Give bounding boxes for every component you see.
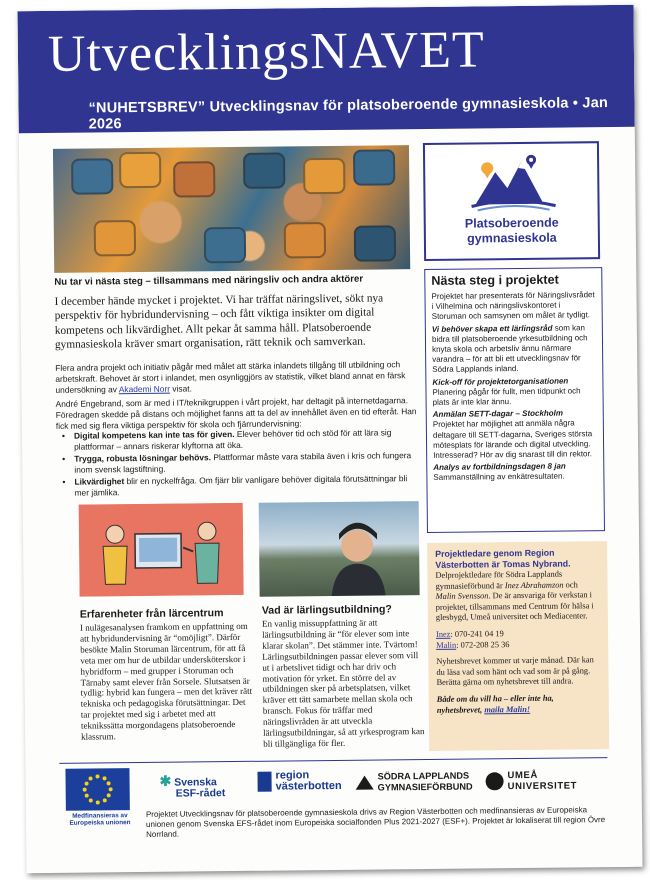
mail-malin-link[interactable]: maila Malin!: [484, 704, 531, 714]
esf-star-icon: ✱: [159, 772, 172, 789]
akademi-norr-link[interactable]: Akademi Norr: [118, 383, 171, 395]
apprentice-photo: [259, 501, 420, 597]
article-kicker: Nu tar vi nästa steg – tillsammans med näringsliv och andra aktörer: [54, 273, 364, 288]
list-item: • Digital kompetens kan inte tas för given. Elever behöver tid och stöd för att lära sig plattformar – annars riskerar klyftorna att öka.: [62, 427, 418, 453]
next-steps-box: Nästa steg i projektet Projektet har presenterats för Näringslivsrådet i Vilhelmina och näringslivskontoret i Storuman och samsynen om målet är tydligt. Vi behöver skapa ett lärlingsråd som kan bidra till platsoberoende yrkesutbildning och knyta skola och arbetsliv ännu närmare varandra – för att bli ett utvecklingsnav för Södra Lapplands inland. Kick-off för projektetorganisationen Planering pågår för fullt, men tidpunkt och plats är inte klar ännu. Anmälan SETT-dagar – Stockholm Projektet har möjlighet att anmäla några deltagare till SETT-dagarna, Sveriges största mötesplats för lärande och digital utveckling. Intresserad? Hör av dig snarast till din rektor. Analys av fortbildningsdagen 8 jan Sammanställning av enkätresultaten.: [424, 267, 605, 533]
list-item: • Trygga, robusta lösningar behövs. Plattformar måste vara stabila även i kris och fungera inom svensk lagstiftning.: [62, 450, 418, 476]
footer-divider: [59, 757, 607, 764]
eu-caption: Medfinansieras av Europeiska unionen: [69, 812, 131, 828]
inez-link[interactable]: Inez: [436, 629, 451, 639]
region-vasterbotten-logo: region västerbotten: [257, 770, 341, 793]
left-story-heading: Erfarenheter från lärcentrum: [79, 607, 224, 621]
article-paragraph-2: André Engebrand, som är med i IT/teknikgruppen i vårt projekt, har deltagit på internetdagarna. Föredragen skedde på distans och möjlighet fanns att ta del av innehållet även en tid efteråt. Han fick med sig flera viktiga perspektiv för skola och fjärrundervisning:: [55, 395, 417, 431]
eu-flag-logo: [65, 768, 129, 811]
sodra-lapplands-logo: SÖDRA LAPPLANDS GYMNASIEFÖRBUND: [355, 771, 472, 794]
mid-story-text: En vanlig missuppfattning är att lärlingsutbildning är “för elever som inte klarar skolan”. Det stämmer inte. Tvärtom! Lärlingsutbildningen passar elever som vill ut i arbetslivet tidigt och har driv och motivation för yrket. En större del av utbildningen sker på arbetsplatsen, vilket kräver ett tätt samarbete mellan skola och bransch. Fokus för träffar med näringslivråden är att utveckla lärlingsutbildningar, så att yrkesprogram kan bli tillgängliga för fler.: [261, 617, 425, 749]
article-lead: I december hände mycket i projektet. Vi har träffat näringslivet, sökt nya perspektiv för hybridundervisning – och fått viktiga insikter om digital kompetens och likvärdighet. Allt pekar åt samma håll. Platsoberoende gymnasieskola kräver smart organisation, rätt teknik och samverkan.: [54, 292, 384, 351]
malin-contact: Malin: 072-208 25 36: [436, 639, 510, 650]
newsletter-page: [18, 5, 643, 873]
logo-line1: Platsoberoende: [464, 215, 559, 231]
contact-box: Projektledare genom Region Västerbotten är Tomas Nybrand. Delprojektledare för Södra Lapplands gymnasieförbund är Inez Abrahamzon och Malin Svensson. De är ansvariga för verkstan i projektet, tillsammans med Centrum för hälsa i glesbygd, Umeå universitet och Mediacenter. Inez: 070-241 04 19 Malin: 072-208 25 36 Nyhetsbrevet kommer ut varje månad. Där kan du läsa vad som hänt och vad som är på gång. Berätta gärna om nyhetsbrevet till andra. Både om du vill ha – eller inte ha, nyhetsbrevet, maila Malin!: [427, 541, 609, 751]
esf-logo: ✱ Svenska ESF-rådet: [159, 772, 226, 800]
insight-list: [62, 427, 419, 499]
newsletter-subtitle: “NUHETSBREV” Utvecklingsnav för platsoberoende gymnasieskola • Jan 2026: [88, 95, 609, 133]
malin-link[interactable]: Malin: [436, 640, 457, 650]
newsletter-title: UtvecklingsNAVET: [47, 21, 486, 83]
video-call-illustration: [79, 503, 244, 597]
article-paragraph-1: Flera andra projekt och initiativ pågår med målet att stärka inlandets tillgång till utbildning och arbetskraft. Behovet är stort i inlandet, men osynliggjörs av statistik, vilket bland annat en färsk undersökning av Akademi Norr visat.: [55, 359, 406, 395]
footer-text: Projektet Utvecklingsnav för platsoberoende gymnasieskola drivs av Region Västerbotten och medfinansieras av Europeiska unionen genom Svenska EFS-rådet inom Europeiska socialfonden Plus 2021-2027 (ESF+). Projektet är lokaliserat till region Övre Norrland.: [145, 805, 606, 839]
puzzle-hands-image: [53, 145, 410, 273]
region-icon: [257, 772, 271, 792]
platsoberoende-logo: [423, 141, 600, 261]
umu-seal-icon: [485, 772, 503, 790]
next-steps-heading: Nästa steg i projektet: [431, 272, 559, 288]
left-story-text: I nulägesanalysen framkom en uppfattning om att hybridundervisning är “omöjligt”. Därför besökte Malin Storuman lärcentrum, för att få veta mer om hur de utbildar undersköterskor i hybridform – med grupper i Storuman och Tärnaby samt elever från Sorsele. Slutsatsen är tydlig: hybrid kan fungera – men det kräver rätt tekniska och pedagogiska förutsättningar. Det tar projektet med sig i arbetet med att teknikssätta morgondagens platsoberoende klassrum.: [79, 620, 253, 742]
masthead: [18, 5, 635, 133]
mid-story-heading: Vad är lärlingsutbildning?: [261, 603, 392, 617]
umea-universitet-logo: UMEÅ UNIVERSITET: [485, 769, 577, 792]
list-item: • Likvärdighet blir en nyckelfråga. Om fjärr blir vanligare behöver digitala förutsättningar bli mer jämlika.: [62, 473, 418, 499]
mountains-location-icon: [425, 143, 602, 215]
project-lead: Projektledare genom Region Västerbotten är Tomas Nybrand.: [435, 547, 571, 570]
logo-line2: gymnasieskola: [467, 230, 557, 246]
mountain-icon: [356, 776, 374, 790]
inez-contact: Inez: 070-241 04 19: [436, 629, 504, 639]
